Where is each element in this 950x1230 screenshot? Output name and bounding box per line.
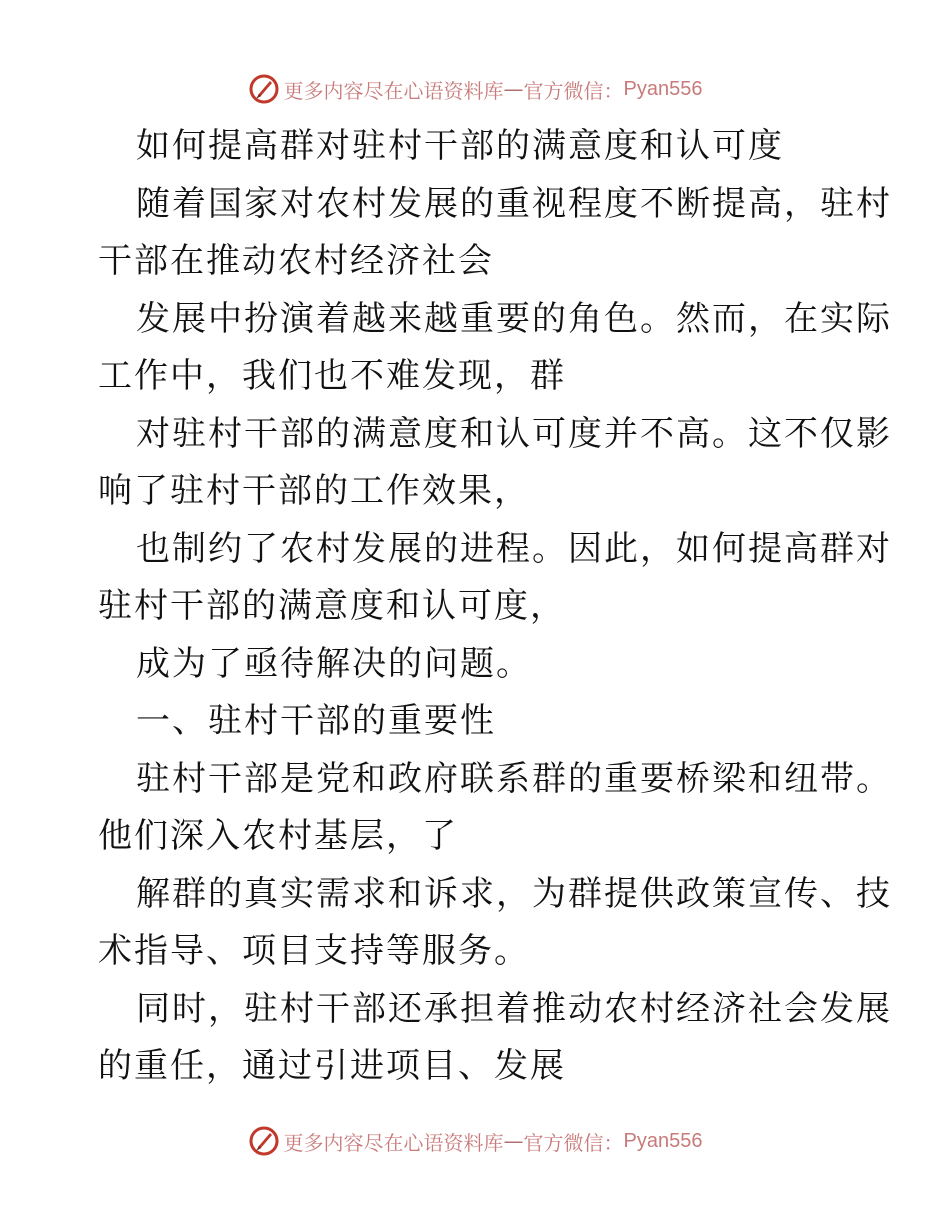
paragraph-line: 驻村干部是党和政府联系群的重要桥梁和纽带。 — [136, 758, 892, 799]
paragraph-line: 解群的真实需求和诉求，为群提供政策宣传、技 — [136, 873, 892, 914]
paragraph-line: 也制约了农村发展的进程。因此，如何提高群对 — [136, 528, 892, 569]
paragraph-line: 术指导、项目支持等服务。 — [98, 931, 530, 971]
document-body — [98, 118, 892, 1096]
paragraph-line: 工作中，我们也不难发现，群 — [98, 356, 566, 396]
paragraph-line: 发展中扮演着越来越重要的角色。然而，在实际 — [136, 298, 892, 339]
paragraph-line: 的重任，通过引进项目、发展 — [98, 1046, 566, 1086]
paragraph-line: 同时，驻村干部还承担着推动农村经济社会发展 — [136, 988, 892, 1029]
header-watermark — [0, 72, 950, 106]
paragraph-line: 对驻村干部的满意度和认可度并不高。这不仅影 — [136, 413, 892, 454]
quill-logo-icon — [248, 73, 280, 105]
paragraph-line: 成为了亟待解决的问题。 — [136, 643, 532, 684]
watermark-dash: — — [503, 77, 524, 101]
watermark-official-label: 官方微信： — [523, 1130, 624, 1155]
section-heading: 一、驻村干部的重要性 — [136, 701, 496, 741]
document-title: 如何提高群对驻村干部的满意度和认可度 — [136, 126, 784, 166]
watermark-wechat-id: Pyan556 — [623, 1129, 703, 1152]
quill-logo-icon — [248, 1125, 280, 1157]
paragraph-line: 他们深入农村基层，了 — [98, 816, 458, 856]
watermark-wechat-id: Pyan556 — [623, 77, 703, 100]
watermark-site-text: 更多内容尽在心语资料库 — [283, 78, 504, 103]
paragraph-line: 响了驻村干部的工作效果， — [98, 471, 530, 511]
paragraph-line: 干部在推动农村经济社会 — [98, 241, 494, 281]
footer-watermark — [0, 1124, 950, 1158]
watermark-official-label: 官方微信： — [523, 78, 624, 103]
watermark-site-text: 更多内容尽在心语资料库 — [283, 1130, 504, 1155]
paragraph-line: 随着国家对农村发展的重视程度不断提高，驻村 — [136, 183, 892, 224]
paragraph-line: 驻村干部的满意度和认可度， — [98, 586, 566, 626]
watermark-dash: — — [503, 1129, 524, 1153]
